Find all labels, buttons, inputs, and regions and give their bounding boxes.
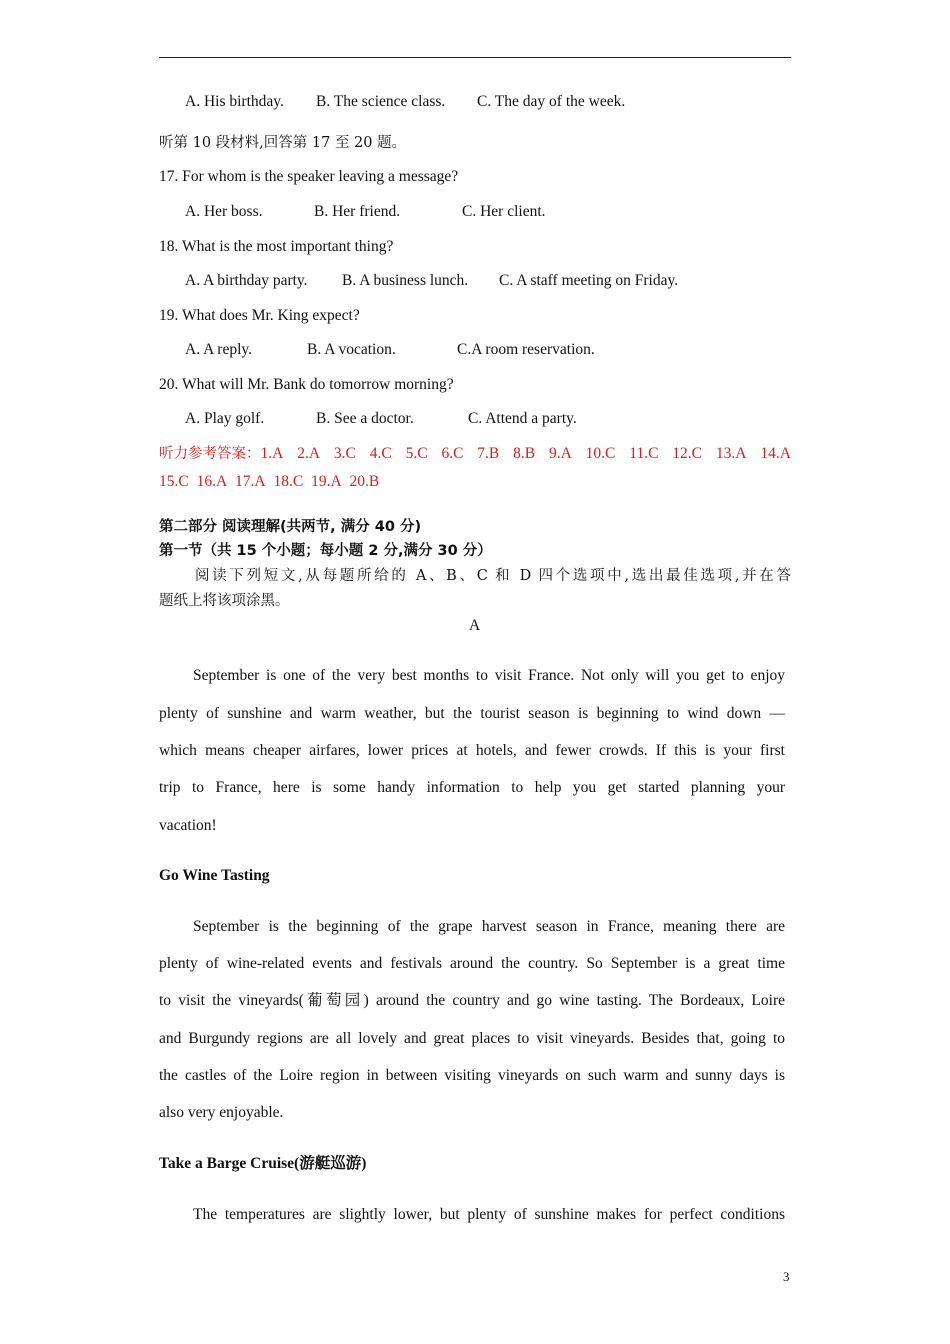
answer-16: 16.A [196, 473, 228, 490]
paragraph-line: vacation! [159, 817, 217, 834]
paragraph-line: also very enjoyable. [159, 1104, 284, 1121]
q16-option-b: B. The science class. [316, 93, 446, 110]
section1-title: 第一节（共 15 个小题；每小题 2 分,满分 30 分） [159, 543, 492, 559]
q17-option-b: B. Her friend. [314, 203, 401, 220]
answer-17: 17.A [235, 473, 266, 490]
answer-1: 1.A [260, 445, 284, 462]
question-20: 20. What will Mr. Bank do tomorrow morning? [159, 376, 454, 393]
answer-10: 10.C [585, 445, 616, 462]
answer-7: 7.B [477, 445, 500, 462]
paragraph-line: trip to France, here is some handy information to help you get started planning your [159, 779, 785, 796]
paragraph-line: to visit the vineyards(葡萄园) around the country and go wine tasting. The Bordeaux, Loire [159, 992, 785, 1009]
answer-5: 5.C [405, 445, 428, 462]
answer-19: 19.A [311, 473, 342, 490]
q16-option-c: C. The day of the week. [477, 93, 626, 110]
question-17: 17. For whom is the speaker leaving a message? [159, 168, 459, 185]
heading-wine-tasting: Go Wine Tasting [159, 867, 270, 884]
paragraph-line: September is the beginning of the grape harvest season in France, meaning there are [193, 918, 785, 935]
answer-9: 9.A [548, 445, 572, 462]
answer-15: 15.C [159, 473, 189, 490]
instructions-line-2: 题纸上将该项涂黑。 [159, 593, 290, 609]
answer-key-label-with-first [159, 444, 283, 464]
answer-14: 14.A [760, 445, 791, 462]
q16-option-a: A. His birthday. [185, 93, 284, 110]
q18-option-c: C. A staff meeting on Friday. [499, 272, 679, 289]
q19-option-b: B. A vocation. [307, 341, 396, 358]
q19-option-c: C.A room reservation. [457, 341, 595, 358]
answer-8: 8.B [513, 445, 536, 462]
q19-options [185, 340, 595, 360]
paragraph-line: which means cheaper airfares, lower prices at hotels, and fewer crowds. If this is your first [159, 742, 785, 759]
paragraph-line: The temperatures are slightly lower, but plenty of sunshine makes for perfect conditions [193, 1206, 785, 1223]
answer-18: 18.C [273, 473, 304, 490]
q20-options [185, 409, 577, 429]
q17-options [185, 202, 546, 222]
paragraph-line: the castles of the Loire region in between visiting vineyards on such warm and sunny days is [159, 1067, 785, 1084]
section10-intro: 听第 10 段材料,回答第 17 至 20 题。 [159, 135, 407, 151]
q16-options [185, 92, 625, 112]
answer-20: 20.B [349, 473, 380, 490]
answer-key-label: 听力参考答案： [159, 446, 261, 462]
answer-key-line-1 [159, 444, 791, 464]
q20-option-b: B. See a doctor. [316, 410, 414, 427]
heading-barge-cruise: Take a Barge Cruise(游艇巡游) [159, 1155, 367, 1172]
answer-12: 12.C [672, 445, 702, 462]
paragraph-line: plenty of sunshine and warm weather, but the tourist season is beginning to wind down — [159, 704, 785, 722]
answer-13: 13.A [715, 445, 747, 462]
paragraph-line: plenty of wine-related events and festivals around the country. So September is a great time [159, 955, 785, 972]
q18-option-a: A. A birthday party. [185, 272, 308, 289]
q18-options [185, 271, 678, 291]
q20-option-c: C. Attend a party. [468, 410, 577, 427]
instructions-line-1: 阅读下列短文,从每题所给的 A、B、C 和 D 四个选项中,选出最佳选项,并在答 [195, 568, 791, 584]
answer-key-line-2 [159, 472, 379, 492]
q18-option-b: B. A business lunch. [342, 272, 469, 289]
answer-6: 6.C [441, 445, 464, 462]
q17-option-a: A. Her boss. [185, 203, 263, 220]
passage-label: A [469, 617, 481, 634]
header-rule [159, 57, 791, 58]
paragraph-line: September is one of the very best months to visit France. Not only will you get to enjoy [193, 667, 785, 684]
answer-11: 11.C [629, 445, 659, 462]
answer-2: 2.A [297, 445, 321, 462]
question-18: 18. What is the most important thing? [159, 238, 394, 255]
paragraph-line: and Burgundy regions are all lovely and great places to visit vineyards. Besides that, going to [159, 1030, 785, 1047]
question-19: 19. What does Mr. King expect? [159, 307, 360, 324]
q19-option-a: A. A reply. [185, 341, 253, 358]
answer-4: 4.C [369, 445, 392, 462]
part2-title: 第二部分 阅读理解(共两节, 满分 40 分) [159, 519, 422, 535]
answer-3: 3.C [333, 445, 356, 462]
q17-option-c: C. Her client. [462, 203, 546, 220]
q20-option-a: A. Play golf. [185, 410, 265, 427]
page-number: 3 [783, 1269, 790, 1284]
